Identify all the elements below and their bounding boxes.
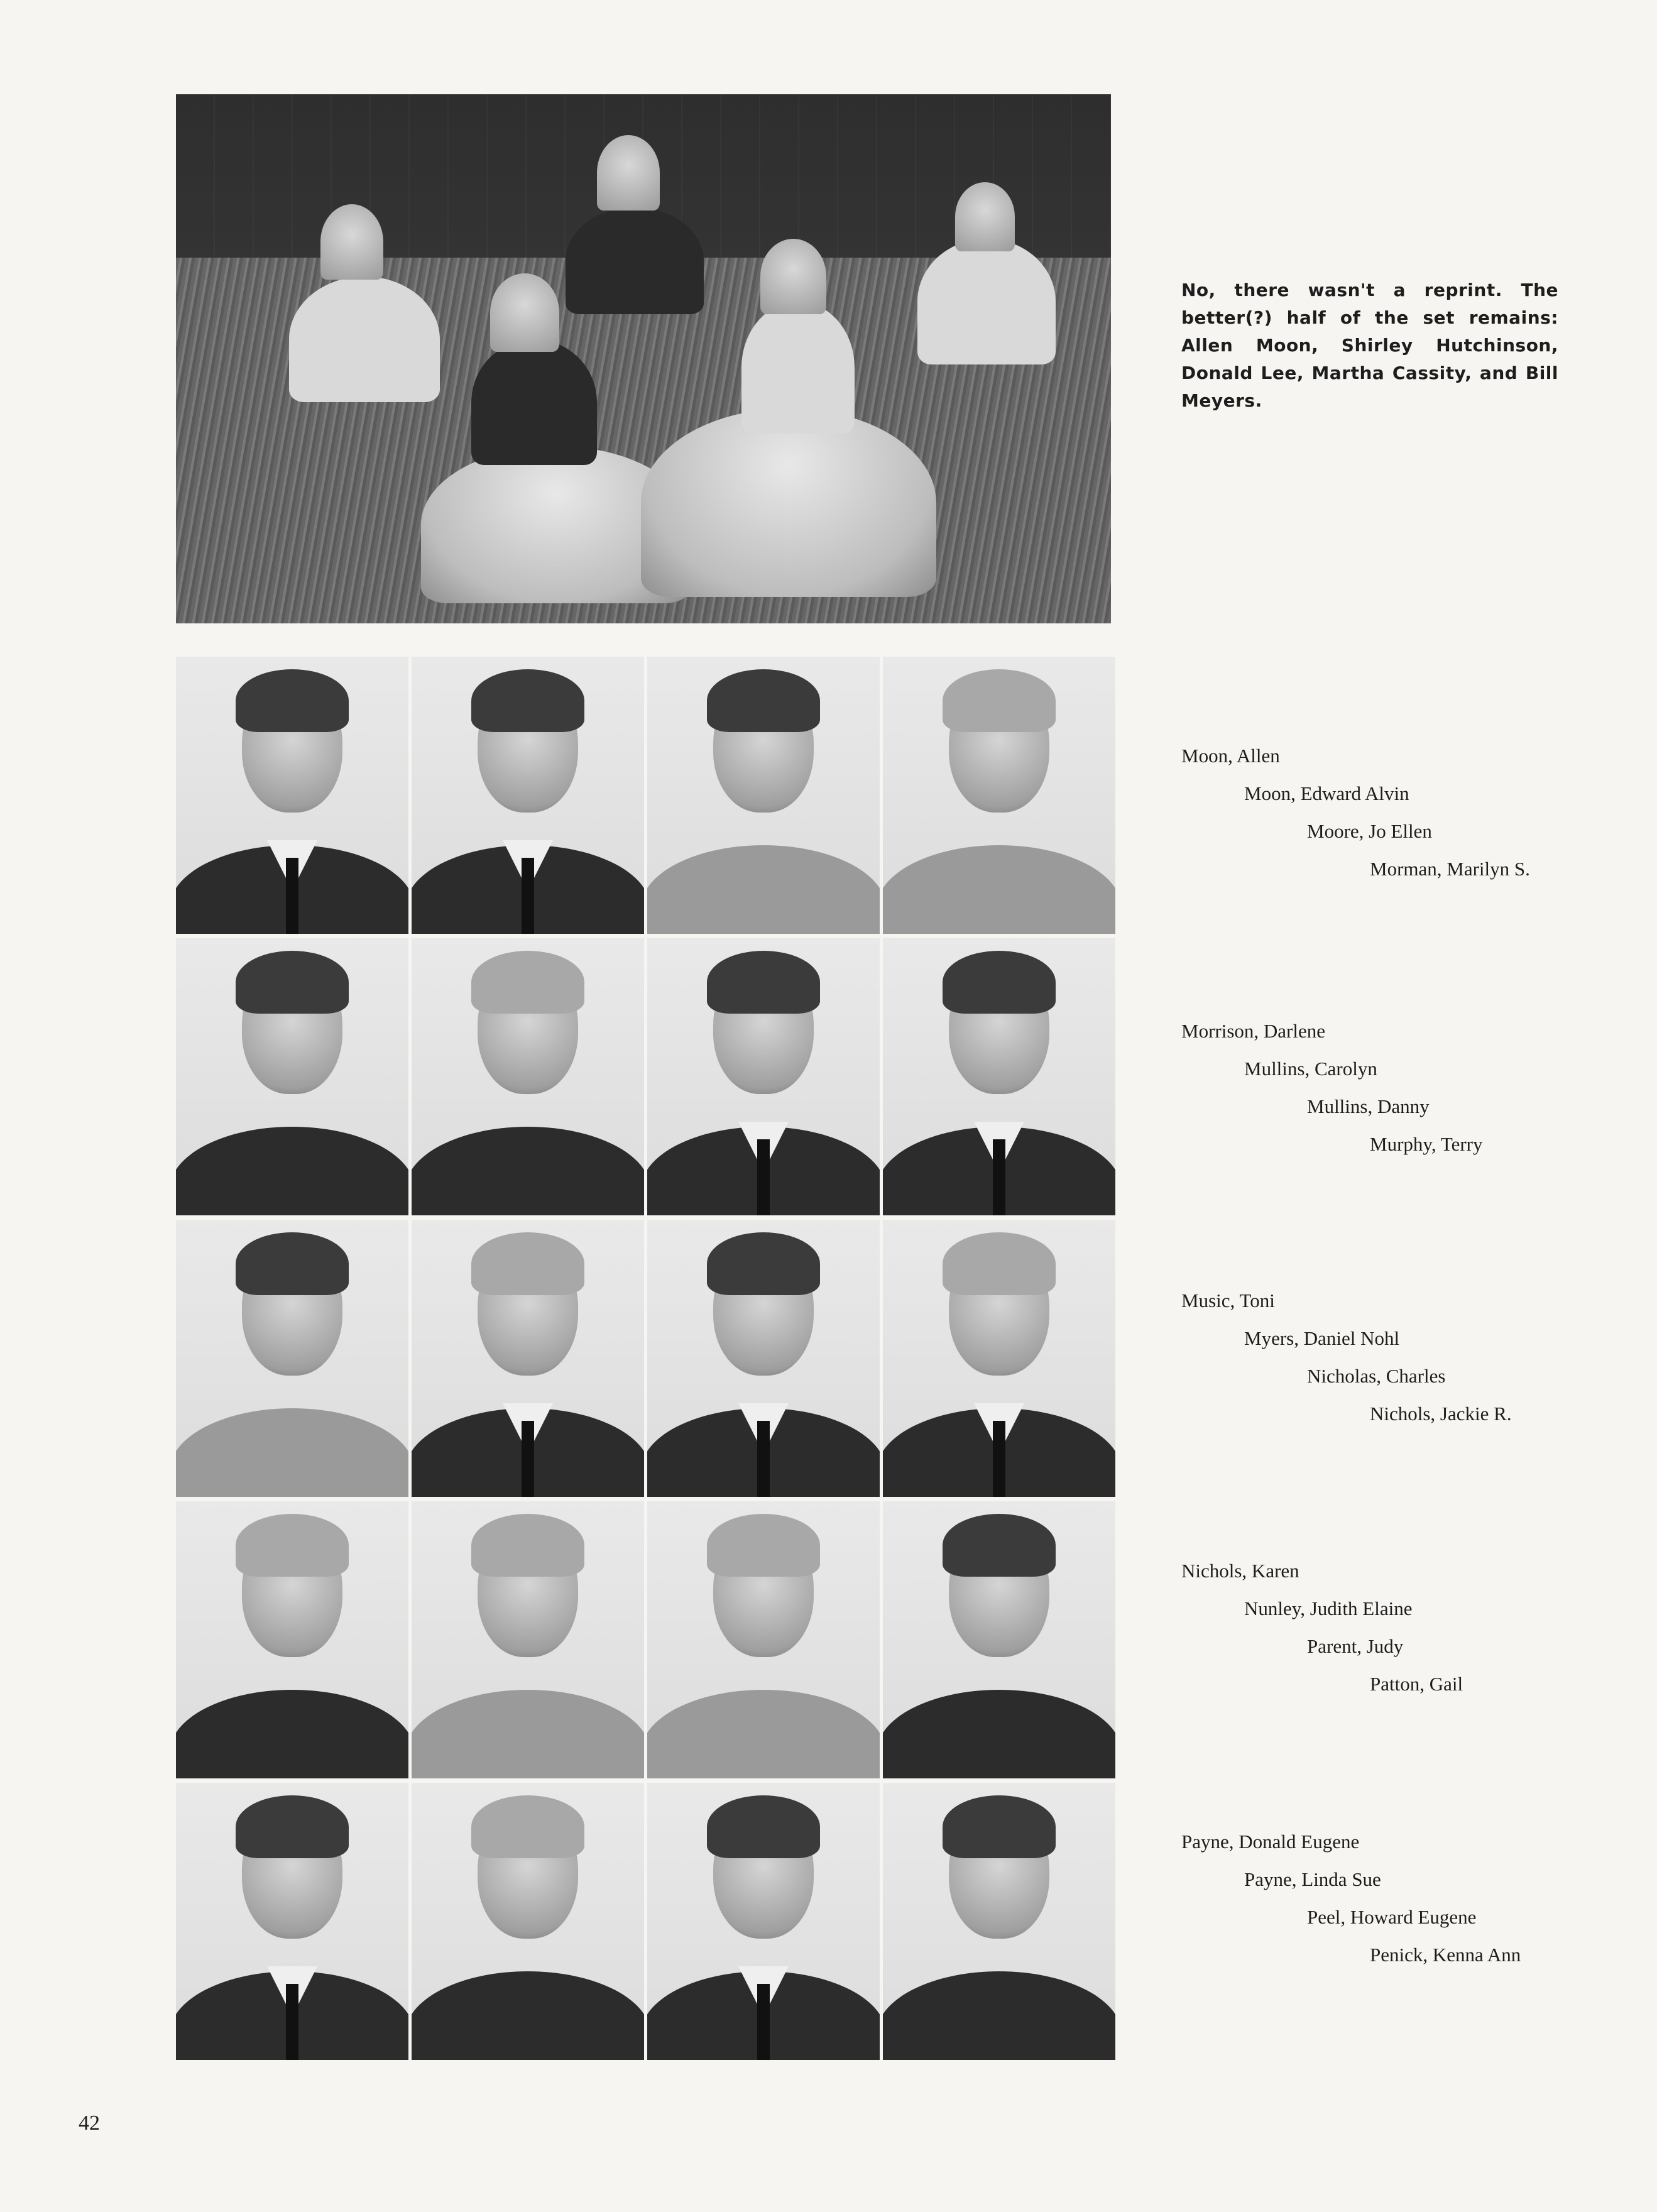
student-figure-head <box>320 204 383 280</box>
portrait-photo <box>883 1220 1115 1497</box>
student-name: Payne, Linda Sue <box>1244 1868 1381 1890</box>
photo-caption: No, there wasn't a reprint. The better(?) half of the set remains: Allen Moon, Shirley Hutchinson, Donald Lee, Martha Cassity, and Bill Meyers. <box>1181 280 1558 411</box>
portrait-grid <box>176 657 1116 2061</box>
student-name: Morrison, Darlene <box>1181 1020 1325 1042</box>
student-name: Patton, Gail <box>1370 1673 1463 1695</box>
student-name: Moon, Allen <box>1181 745 1280 767</box>
student-figure <box>741 302 855 434</box>
portrait-photo <box>883 938 1115 1215</box>
student-name: Nichols, Karen <box>1181 1560 1299 1582</box>
student-figure <box>471 339 597 465</box>
portrait-photo <box>176 938 408 1215</box>
portrait-photo <box>883 1501 1115 1778</box>
student-name: Mullins, Carolyn <box>1244 1058 1377 1080</box>
portrait-photo <box>412 1501 644 1778</box>
student-name: Morman, Marilyn S. <box>1370 858 1530 880</box>
student-figure-head <box>490 273 559 352</box>
student-name: Mullins, Danny <box>1307 1095 1430 1117</box>
student-figure-head <box>955 182 1015 251</box>
portrait-photo <box>176 657 408 934</box>
portrait-photo <box>412 657 644 934</box>
portrait-photo <box>412 1783 644 2060</box>
student-name: Parent, Judy <box>1307 1635 1404 1657</box>
portrait-photo <box>412 1220 644 1497</box>
portrait-photo <box>176 1220 408 1497</box>
portrait-photo <box>412 938 644 1215</box>
portrait-photo <box>647 1220 880 1497</box>
portrait-photo <box>883 657 1115 934</box>
student-name: Moon, Edward Alvin <box>1244 782 1409 804</box>
group-photo <box>176 94 1111 623</box>
portrait-photo <box>176 1501 408 1778</box>
student-name: Nicholas, Charles <box>1307 1365 1446 1387</box>
portrait-photo <box>647 938 880 1215</box>
student-figure <box>917 239 1056 364</box>
portrait-photo <box>647 1501 880 1778</box>
student-figure-head <box>760 239 826 314</box>
student-name: Music, Toni <box>1181 1289 1275 1311</box>
student-figure <box>289 276 440 402</box>
portrait-photo <box>883 1783 1115 2060</box>
student-name: Peel, Howard Eugene <box>1307 1906 1477 1928</box>
student-figure-skirt <box>641 408 936 597</box>
student-name: Myers, Daniel Nohl <box>1244 1327 1400 1349</box>
student-name: Payne, Donald Eugene <box>1181 1831 1360 1853</box>
page-number: 42 <box>79 2111 100 2135</box>
student-name: Nichols, Jackie R. <box>1370 1403 1512 1425</box>
student-figure <box>566 207 704 314</box>
student-name: Murphy, Terry <box>1370 1133 1483 1155</box>
student-name: Penick, Kenna Ann <box>1370 1944 1521 1966</box>
portrait-photo <box>176 1783 408 2060</box>
student-figure-head <box>597 135 660 211</box>
student-name: Moore, Jo Ellen <box>1307 820 1432 842</box>
portrait-photo <box>647 1783 880 2060</box>
student-name: Nunley, Judith Elaine <box>1244 1597 1413 1619</box>
portrait-photo <box>647 657 880 934</box>
